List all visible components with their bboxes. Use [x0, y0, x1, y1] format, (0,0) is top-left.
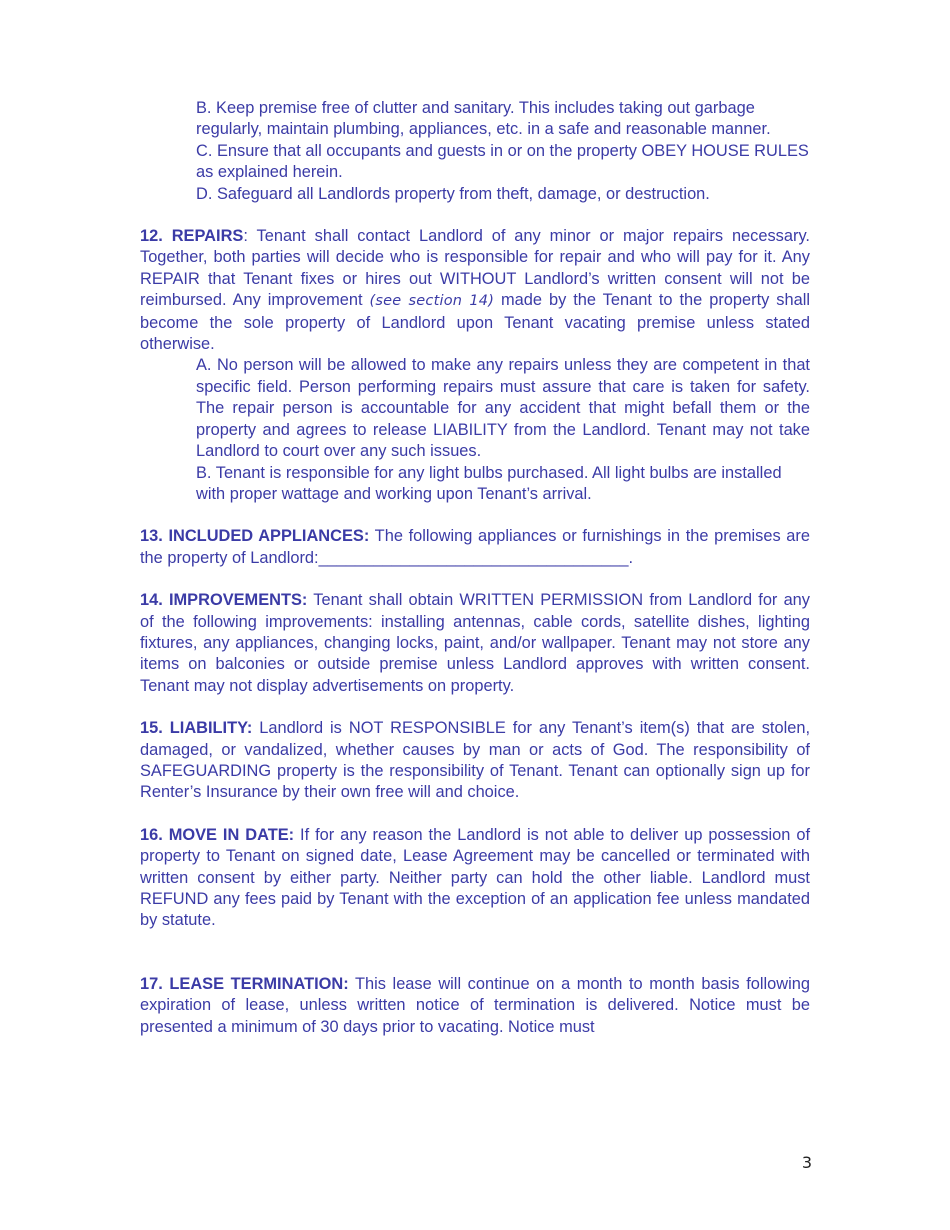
section-12-italic-ref: (see section 14) — [369, 293, 495, 310]
section-15-text: Landlord is NOT RESPONSIBLE for any Tenant’s item(s) that are stolen, damaged, or vandalized, whether causes by man or acts of God. The responsibility of SAFEGUARDING property is the responsibility of Tenant. Tenant can optionally sign up for Renter’s Insurance by their own free will and choice. — [140, 719, 810, 802]
section-11-item-d: D. Safeguard all Landlords property from theft, damage, or destruction. — [196, 184, 710, 203]
section-12-repairs — [140, 226, 810, 355]
section-12-heading: 12. REPAIRS — [140, 227, 244, 246]
section-17-lease-termination — [140, 974, 810, 1038]
section-13-heading: 13. INCLUDED APPLIANCES: — [140, 527, 370, 546]
section-13-text: The following appliances or furnishings in the premises are the property of Landlord:__________________________________. — [140, 527, 810, 567]
section-11-item-c: C. Ensure that all occupants and guests in or on the property OBEY HOUSE RULES as explained herein. — [196, 141, 809, 182]
section-16-move-in-date — [140, 825, 810, 932]
section-11-item-b: B. Keep premise free of clutter and sanitary. This includes taking out garbage regularly, maintain plumbing, appliances, etc. in a safe and reasonable manner. — [196, 99, 771, 139]
section-16-text: If for any reason the Landlord is not able to deliver up possession of property to Tenant on signed date, Lease Agreement may be cancelled or terminated with written consent by either party. Neither party can hold the other liable. Landlord must REFUND any fees paid by Tenant with the exception of an application fee unless mandated by statute. — [140, 825, 811, 930]
section-14-improvements — [140, 590, 810, 697]
section-12-item-a: A. No person will be allowed to make any repairs unless they are competent in that specific field. Person performing repairs must assure that care is taken for safety. The repair person is accountable for any accident that might befall them or the property and agrees to release LIABILITY from the Landlord. Tenant may not take Landlord to court over any such issues. — [196, 356, 810, 461]
section-16-heading: 16. MOVE IN DATE: — [140, 825, 295, 844]
section-12-text-b: made by the Tenant to the property shall become the sole property of Landlord upon Tenant vacating premise unless stated otherwise. — [140, 291, 810, 354]
section-17-heading: 17. LEASE TERMINATION: — [140, 974, 349, 993]
document-body — [140, 98, 810, 1038]
section-14-text: Tenant shall obtain WRITTEN PERMISSION from Landlord for any of the following improvements: installing antennas, cable cords, satellite dishes, lighting fixtures, any appliances, changing locks, paint, and/or wallpaper. Tenant may not store any items on balconies or outside premise unless Landlord approves with written consent. Tenant may not display advertisements on property. — [140, 591, 810, 695]
section-15-liability — [140, 718, 810, 804]
section-12-item-b: B. Tenant is responsible for any light bulbs purchased. All light bulbs are installed with proper wattage and working upon Tenant’s arrival. — [196, 463, 782, 503]
page-number: 3 — [801, 1153, 812, 1172]
section-13-included-appliances — [140, 526, 810, 569]
section-12-text-a: : Tenant shall contact Landlord of any minor or major repairs necessary. Together, both parties will decide who is responsible for repair and who will pay for it. Any REPAIR that Tenant fixes or hires out WITHOUT Landlord’s written consent will not be reimbursed. Any improvement — [140, 227, 810, 310]
section-17-text: This lease will continue on a month to month basis following expiration of lease, unless written notice of termination is delivered. Notice must be presented a minimum of 30 days prior to vacating. Notice must — [140, 974, 810, 1036]
section-15-heading: 15. LIABILITY: — [140, 719, 253, 738]
section-14-heading: 14. IMPROVEMENTS: — [140, 591, 308, 610]
